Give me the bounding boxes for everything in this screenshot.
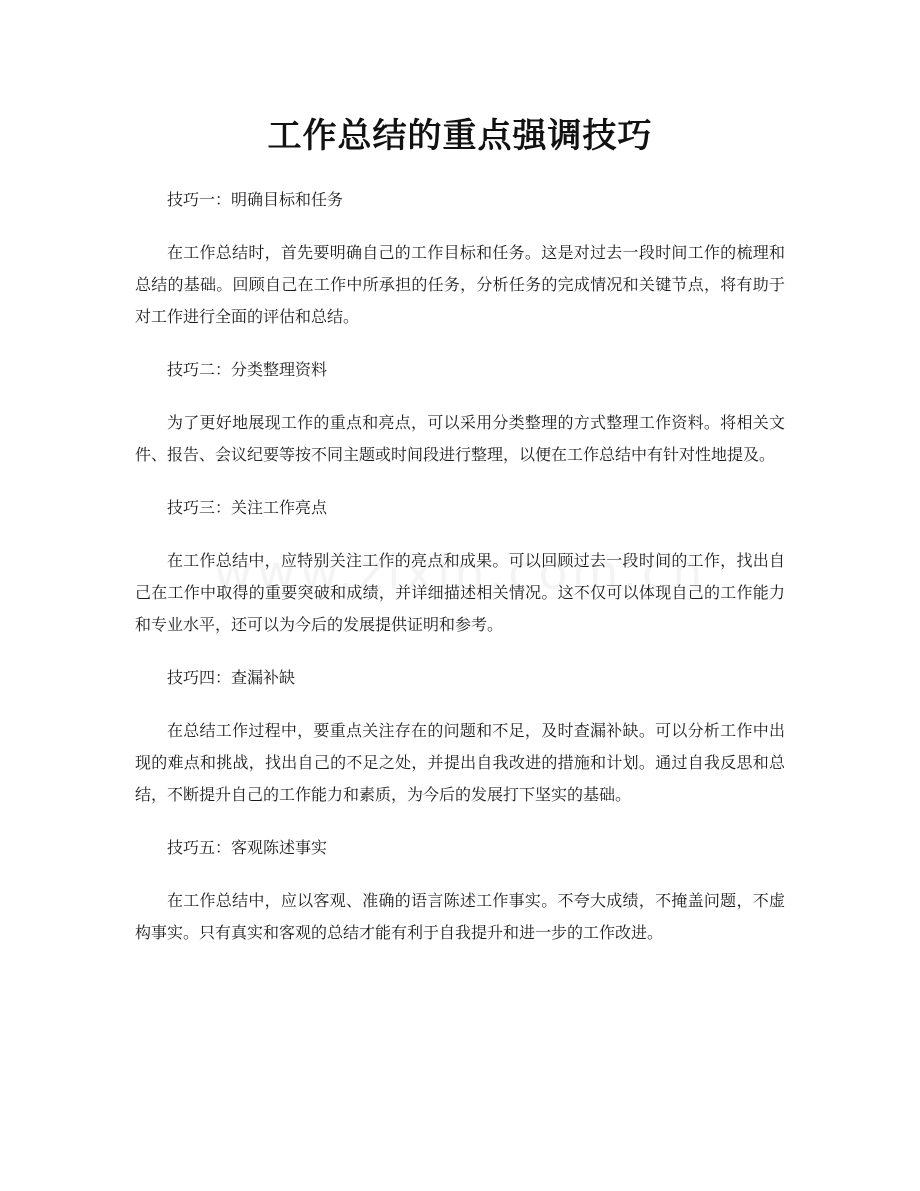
section-2-heading: 技巧二：分类整理资料 xyxy=(167,360,328,379)
section-3-heading: 技巧三：关注工作亮点 xyxy=(167,498,328,517)
section-4-paragraph: 在总结工作过程中，要重点关注存在的问题和不足，及时查漏补缺。可以分析工作中出现的难点和挑战，找出自己的不足之处，并提出自我改进的措施和计划。通过自我反思和总结，不断提升自己的工作能力和素质，为今后的发展打下坚实的基础。 xyxy=(135,721,785,804)
section-4-heading: 技巧四：查漏补缺 xyxy=(167,668,296,687)
section-1-paragraph: 在工作总结时，首先要明确自己的工作目标和任务。这是对过去一段时间工作的梳理和总结的基础。回顾自己在工作中所承担的任务，分析任务的完成情况和关键节点，将有助于对工作进行全面的评估和总结。 xyxy=(135,243,785,326)
section-5-heading: 技巧五：客观陈述事实 xyxy=(167,838,328,857)
document-body xyxy=(135,184,785,970)
section-1-heading: 技巧一：明确目标和任务 xyxy=(167,190,344,209)
section-5-paragraph: 在工作总结中，应以客观、准确的语言陈述工作事实。不夸大成绩，不掩盖问题，不虚构事实。只有真实和客观的总结才能有利于自我提升和进一步的工作改进。 xyxy=(135,891,785,942)
section-2-paragraph: 为了更好地展现工作的重点和亮点，可以采用分类整理的方式整理工作资料。将相关文件、报告、会议纪要等按不同主题或时间段进行整理，以便在工作总结中有针对性地提及。 xyxy=(135,413,785,464)
document-title: 工作总结的重点强调技巧 xyxy=(267,116,653,156)
section-3-paragraph: 在工作总结中，应特别关注工作的亮点和成果。可以回顾过去一段时间的工作，找出自己在工作中取得的重要突破和成绩，并详细描述相关情况。这不仅可以体现自己的工作能力和专业水平，还可以为今后的发展提供证明和参考。 xyxy=(135,551,785,634)
